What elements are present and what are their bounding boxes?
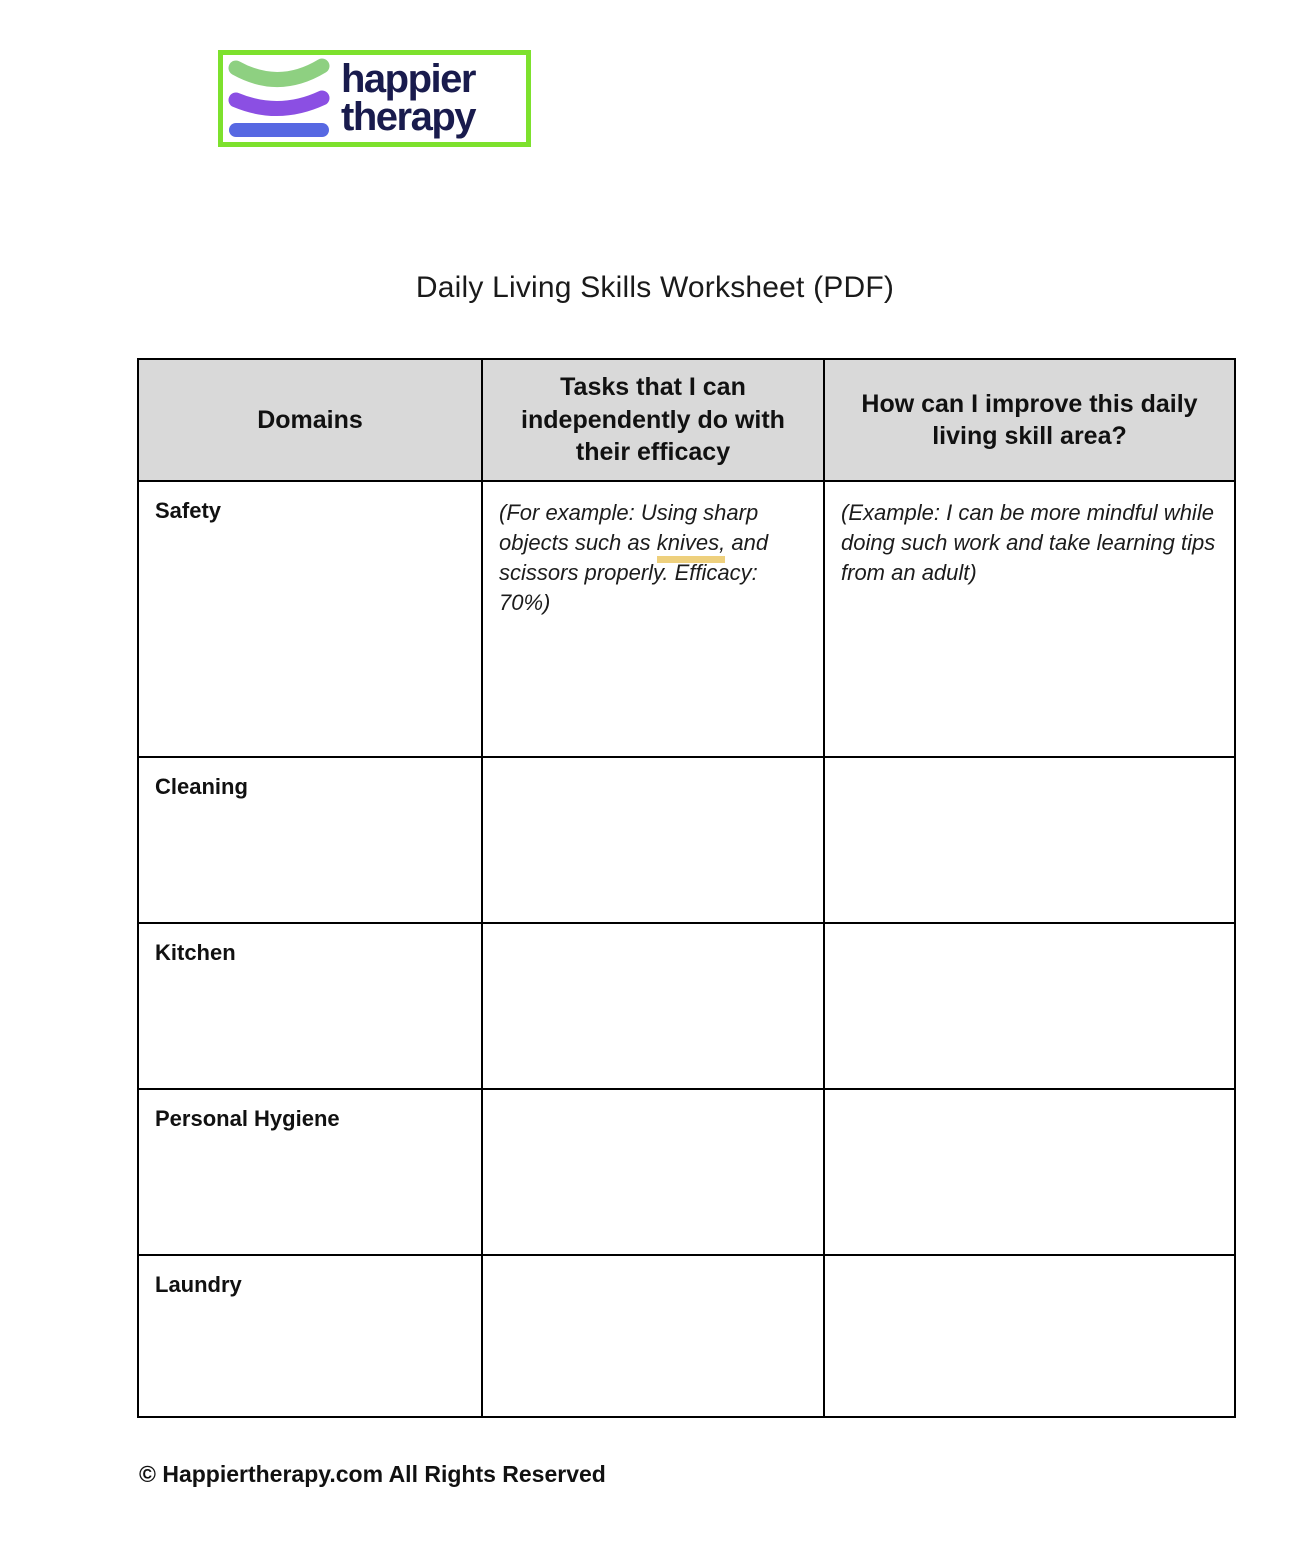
tasks-cell-cleaning <box>482 757 824 923</box>
page-title: Daily Living Skills Worksheet (PDF) <box>415 271 895 304</box>
logo-wordmark-line2: therapy <box>341 94 475 139</box>
domain-cell-personal-hygiene: Personal Hygiene <box>138 1089 482 1255</box>
improve-cell-cleaning <box>824 757 1235 923</box>
table-row-safety <box>138 481 1235 757</box>
tasks-cell-safety <box>482 481 824 757</box>
improve-cell-laundry <box>824 1255 1235 1417</box>
column-header-tasks: Tasks that I can independently do with their efficacy <box>482 359 824 481</box>
tasks-cell-personal-hygiene <box>482 1089 824 1255</box>
copyright-footer: © Happiertherapy.com All Rights Reserved <box>139 1461 606 1487</box>
table-row-cleaning <box>138 757 1235 923</box>
header-row <box>138 359 1235 481</box>
logo-waves-icon <box>227 58 331 140</box>
tasks-example-pre: (For example: Using sharp objects such as <box>499 500 759 555</box>
table-row-laundry <box>138 1255 1235 1417</box>
worksheet-table <box>137 358 1236 1418</box>
domain-cell-kitchen: Kitchen <box>138 923 482 1089</box>
table-row-kitchen <box>138 923 1235 1089</box>
improve-cell-personal-hygiene <box>824 1089 1235 1255</box>
tasks-cell-kitchen <box>482 923 824 1089</box>
tasks-example-text <box>499 500 768 615</box>
logo-wordmark-line1: happier <box>341 57 475 102</box>
domain-cell-cleaning: Cleaning <box>138 757 482 923</box>
tasks-example-underlined-word: knives, <box>657 530 725 563</box>
domain-cell-laundry: Laundry <box>138 1255 482 1417</box>
column-header-domains: Domains <box>138 359 482 481</box>
column-header-improve: How can I improve this daily living skill area? <box>824 359 1235 481</box>
improve-cell-safety <box>824 481 1235 757</box>
logo-wordmark <box>341 57 475 139</box>
tasks-example-post: and scissors properly. Efficacy: 70%) <box>499 529 769 615</box>
improve-example-text: (Example: I can be more mindful while doing such work and take learning tips from an adult) <box>841 500 1216 585</box>
happier-therapy-logo <box>218 50 531 147</box>
domain-cell-safety: Safety <box>138 481 482 757</box>
table-row-personal-hygiene <box>138 1089 1235 1255</box>
improve-cell-kitchen <box>824 923 1235 1089</box>
tasks-cell-laundry <box>482 1255 824 1417</box>
